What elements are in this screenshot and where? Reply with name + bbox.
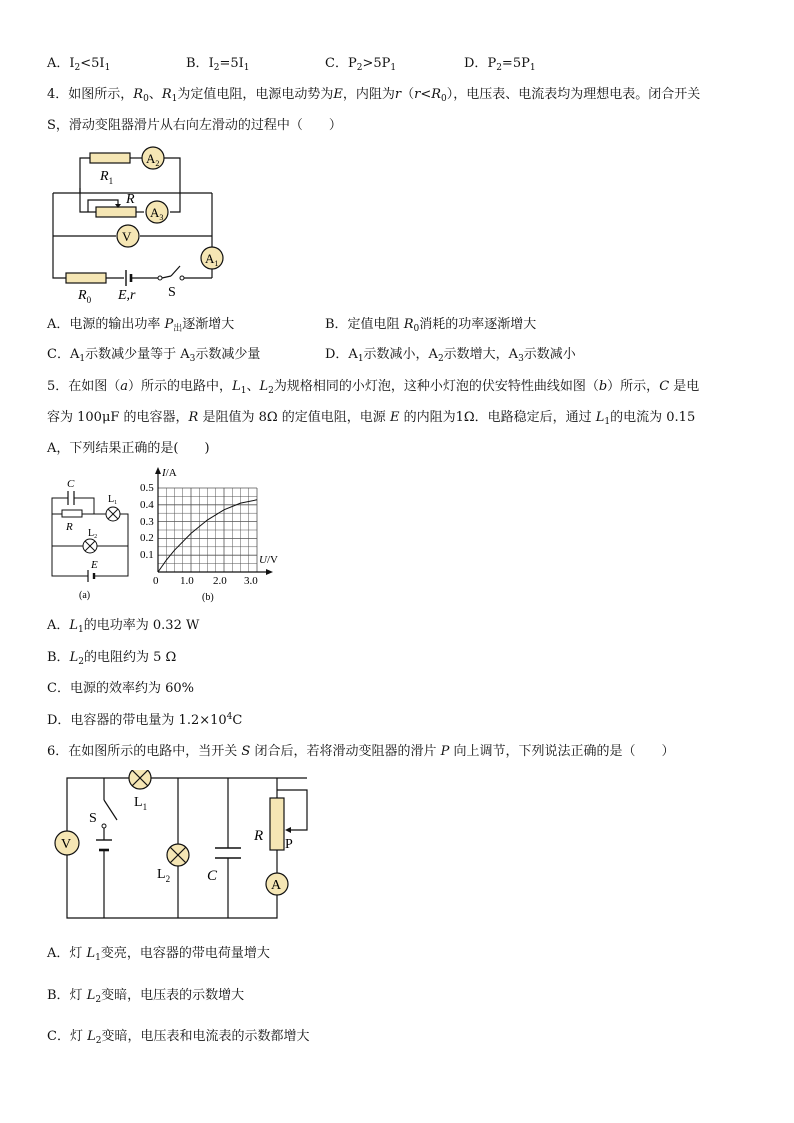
svg-text:U/V <box>259 554 278 566</box>
q4-option-b: B．定值电阻 $R_0$消耗的功率逐渐增大 <box>325 317 537 334</box>
chart-ylabel-var: I <box>162 467 166 479</box>
svg-text:L2: $L_2$ <box>157 867 171 884</box>
q6-option-b: B．灯 $L_2$变暗，电压表的示数增大 <box>47 988 245 1005</box>
svg-text:L2: $L_2$ <box>88 528 98 540</box>
q5-circuit-a <box>44 474 140 604</box>
q4-option-d: D．$A_1$示数减小，$A_2$示数增大，$A_3$示数减小 <box>325 347 576 364</box>
chart-origin: 0 <box>153 575 159 587</box>
q6-stem: 6．在如图所示的电路中，当开关 S 闭合后，若将滑动变阻器的滑片 P 向上调节，下列说法正确的是（ ） <box>47 744 675 759</box>
chart-ytick-0.4: 0.4 <box>140 499 154 511</box>
q5-option-a: A．$L_1$的电功率为 0.32 W <box>47 618 200 635</box>
chart-xtick-3.0: 3.0 <box>244 575 258 587</box>
chart-xlabel-var: U <box>259 554 267 566</box>
q5a-c-label: C <box>67 478 75 490</box>
q5a-caption: (a) <box>79 590 91 601</box>
q3-option-d: D．$P_2=5P_1$ <box>464 56 536 73</box>
svg-text:R1: $R_1$ <box>100 169 114 186</box>
q6-l2-label: L <box>157 867 166 882</box>
svg-text:A2: $A_2$ <box>146 151 160 168</box>
q5a-l2-label: L <box>88 528 95 539</box>
q4-stem-line1: 4．如图所示，$R_0$、$R_1$为定值电阻，电源电动势为E，内阻为$r(r<R_0)$，电压表、电流表均为理想电表。闭合开关 <box>47 87 701 104</box>
q3-option-b: B．$I_2=5I_1$ <box>186 56 250 73</box>
chart-xtick-2.0: 2.0 <box>213 575 227 587</box>
q4-a1-label: A <box>205 251 215 266</box>
chart-ytick-0.2: 0.2 <box>140 532 154 544</box>
q6-option-a: A．灯 $L_1$变亮，电容器的带电荷量增大 <box>47 946 270 963</box>
q5-stem-line2: 容为 100μF 的电容器，R 是阻值为 8Ω 的定值电阻，电源 E 的内阻为1Ω．电路稳定后，通过 $L_1$的电流为 0.15 <box>47 410 696 427</box>
svg-text:R0: $R_0$ <box>78 288 92 305</box>
q3-option-a: A．$I_2<5I_1$ <box>47 56 111 73</box>
q4-r0-label: R <box>78 288 87 303</box>
q5a-r-label: R <box>66 521 73 533</box>
q4-r1-label: R <box>100 169 109 184</box>
q6-s-label: S <box>89 811 97 826</box>
q6-r-label: R <box>254 828 264 844</box>
chart-caption: (b) <box>202 592 214 603</box>
chart-xtick-1.0: 1.0 <box>180 575 194 587</box>
q4-r-label: R <box>126 192 135 207</box>
q4-s-label: S <box>168 285 176 300</box>
q4-a3-label: A <box>150 205 160 220</box>
q4-stem-line2: S，滑动变阻器滑片从右向左滑动的过程中（ ） <box>47 118 342 133</box>
chart-ytick-0.1: 0.1 <box>140 549 154 561</box>
q4-option-c: C．$A_1$示数减少量等于 $A_3$示数减少量 <box>47 347 261 364</box>
chart-xlabel-unit: /V <box>266 554 278 566</box>
q4-circuit-diagram <box>40 140 240 305</box>
q4-option-a: A．电源的输出功率 $P_出$逐渐增大 <box>47 317 235 334</box>
q4-a2-label: A <box>146 151 156 166</box>
q5-option-d: D．电容器的带电量为 $1.2\times 10^4C$ <box>47 712 243 728</box>
q6-circuit-diagram <box>45 770 325 922</box>
q4-er-label: E,r <box>118 288 136 303</box>
q6-option-c: C．灯 $L_2$变暗，电压表和电流表的示数都增大 <box>47 1029 310 1046</box>
q6-c-label: C <box>207 868 218 884</box>
q3-option-c: C．$P_2>5P_1$ <box>325 56 397 73</box>
q5-option-c: C．电源的效率约为 60% <box>47 681 194 696</box>
svg-text:L1: $L_1$ <box>108 494 118 506</box>
q6-p-label: P <box>285 837 293 852</box>
q5-stem-line3: A，下列结果正确的是( ) <box>47 441 210 456</box>
q6-v-label: V <box>61 837 72 852</box>
svg-text:A3: $A_3$ <box>150 205 164 222</box>
chart-ytick-0.5: 0.5 <box>140 482 154 494</box>
q5-option-b: B．$L_2$的电阻约为 5 Ω <box>47 650 177 667</box>
q6-a-label: A <box>271 878 282 893</box>
svg-text:A1: $A_1$ <box>205 251 219 268</box>
q5a-e-label: E <box>91 559 98 571</box>
chart-ylabel-unit: /A <box>165 467 177 479</box>
q5a-l1-label: L <box>108 494 115 505</box>
chart-grid <box>158 488 257 572</box>
q6-l1-label: L <box>134 795 143 810</box>
svg-text:I/A <box>161 467 177 479</box>
svg-text:L1: $L_1$ <box>134 795 148 812</box>
chart-ytick-0.3: 0.3 <box>140 516 154 528</box>
q4-v-label: V <box>122 229 132 244</box>
q5-iv-chart <box>136 464 296 606</box>
q5-stem-line1: 5．在如图（a）所示的电路中，$L_1$、$L_2$为规格相同的小灯泡，这种小灯泡的伏安特性曲线如图（b）所示，C 是电 <box>47 379 700 396</box>
